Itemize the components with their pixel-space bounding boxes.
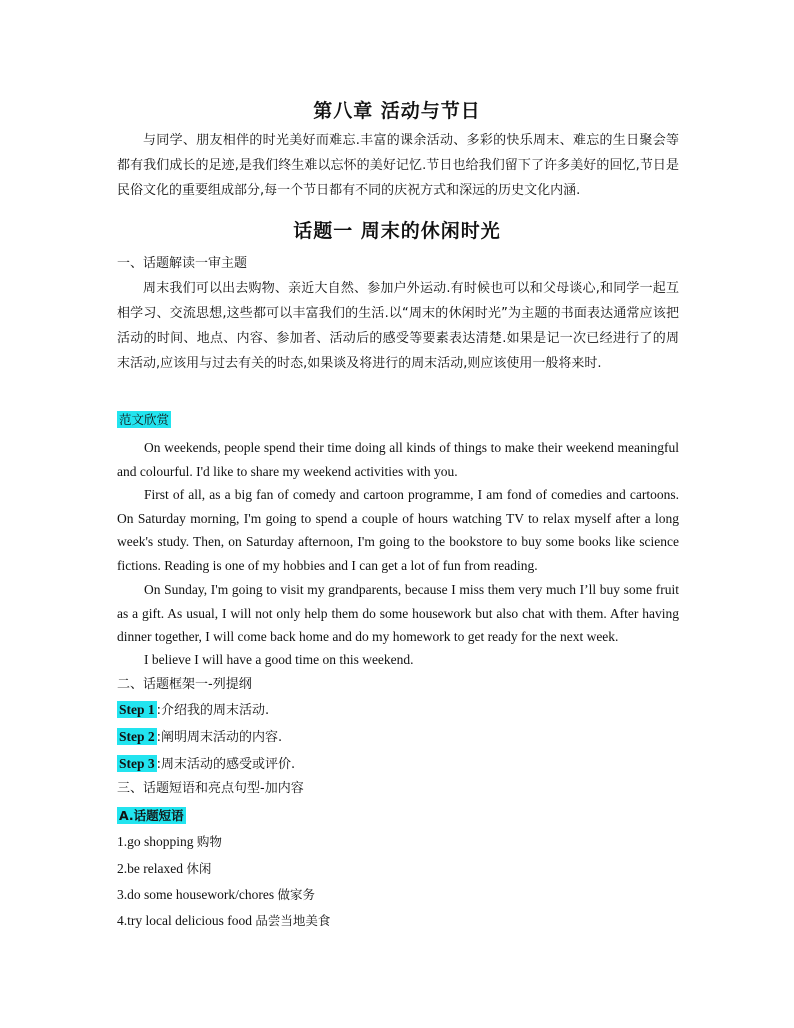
sample-paragraph-2: First of all, as a big fan of comedy and cartoon programme, I am fond of comedies and cartoons. On Saturday morning, I'm going to spend a couple of hours watching TV to relax myself after a long week's study. Then, on Saturday afternoon, I'm going to the bookstore to buy some books like science fictions. Reading is one of my hobbies and I can get a lot of fun from reading. — [117, 487, 679, 573]
phrase-3-en: 3.do some housework/chores — [117, 887, 278, 902]
sample-label-line — [117, 410, 679, 431]
sample-paragraph-3: On Sunday, I'm going to visit my grandparents, because I miss them very much I’ll buy some fruit as a gift. As usual, I will not only help them do some housework but also chat with them. After having dinner together, I will come back home and do my homework to get ready for the next week. — [117, 582, 679, 644]
phrase-label-line — [117, 806, 679, 827]
phrase-4-en: 4.try local delicious food — [117, 913, 256, 928]
phrase-item-2 — [117, 859, 679, 880]
step-2-label: Step 2 — [119, 729, 155, 744]
phrase-2-en: 2.be relaxed — [117, 861, 187, 876]
sample-paragraph-4: I believe I will have a good time on this weekend. — [144, 652, 414, 667]
sample-paragraph-1: On weekends, people spend their time doing all kinds of things to make their weekend meaningful and colourful. I'd like to share my weekend activities with you. — [117, 440, 679, 479]
section1-body: 周末我们可以出去购物、亲近大自然、参加户外运动.有时候也可以和父母谈心,和同学一起互相学习、交流思想,这些都可以丰富我们的生活.以“周末的休闲时光”为主题的书面表达通常应该把活动的时间、地点、内容、参加者、活动后的感受等要素表达清楚.如果是记一次已经进行了的周末活动,应该用与过去有关的时态,如果谈及将进行的周末活动,则应该使用一般将来时. — [117, 281, 679, 371]
phrase-1-en: 1.go shopping — [117, 834, 197, 849]
phrase-3-zh: 做家务 — [277, 887, 315, 902]
phrase-item-4 — [117, 911, 679, 932]
step-2 — [117, 727, 679, 748]
step-3 — [117, 754, 679, 775]
step-3-label: Step 3 — [119, 756, 155, 771]
step-1-text: :介绍我的周末活动. — [156, 703, 270, 718]
phrase-item-3 — [117, 885, 679, 906]
phrase-2-zh: 休闲 — [186, 861, 212, 876]
step-1 — [117, 700, 679, 721]
phrase-4-zh: 品尝当地美食 — [255, 913, 331, 928]
step-3-text: :周末活动的感受或评价. — [156, 757, 296, 772]
intro-paragraph: 与同学、朋友相伴的时光美好而难忘.丰富的课余活动、多彩的快乐周末、难忘的生日聚会等都有我们成长的足迹,是我们终生难以忘怀的美好记忆.节日也给我们留下了许多美好的回忆,节日是民俗文化的重要组成部分,每一个节日都有不同的庆祝方式和深远的历史文化内涵. — [117, 133, 679, 198]
phrase-1-zh: 购物 — [196, 834, 222, 849]
step-2-text: :阐明周末活动的内容. — [156, 730, 283, 745]
phrase-label: A.话题短语 — [119, 808, 184, 823]
phrase-item-1 — [117, 832, 679, 853]
sample-label: 范文欣赏 — [119, 412, 170, 427]
section2-heading: 二、话题框架一-列提纲 — [117, 677, 252, 692]
section3-heading: 三、话题短语和亮点句型-加内容 — [117, 781, 304, 796]
section1-heading: 一、话题解读一审主题 — [117, 256, 248, 271]
step-1-label: Step 1 — [119, 702, 155, 717]
topic-title: 话题一 周末的休闲时光 — [293, 220, 501, 242]
chapter-title: 第八章 活动与节日 — [313, 100, 481, 122]
